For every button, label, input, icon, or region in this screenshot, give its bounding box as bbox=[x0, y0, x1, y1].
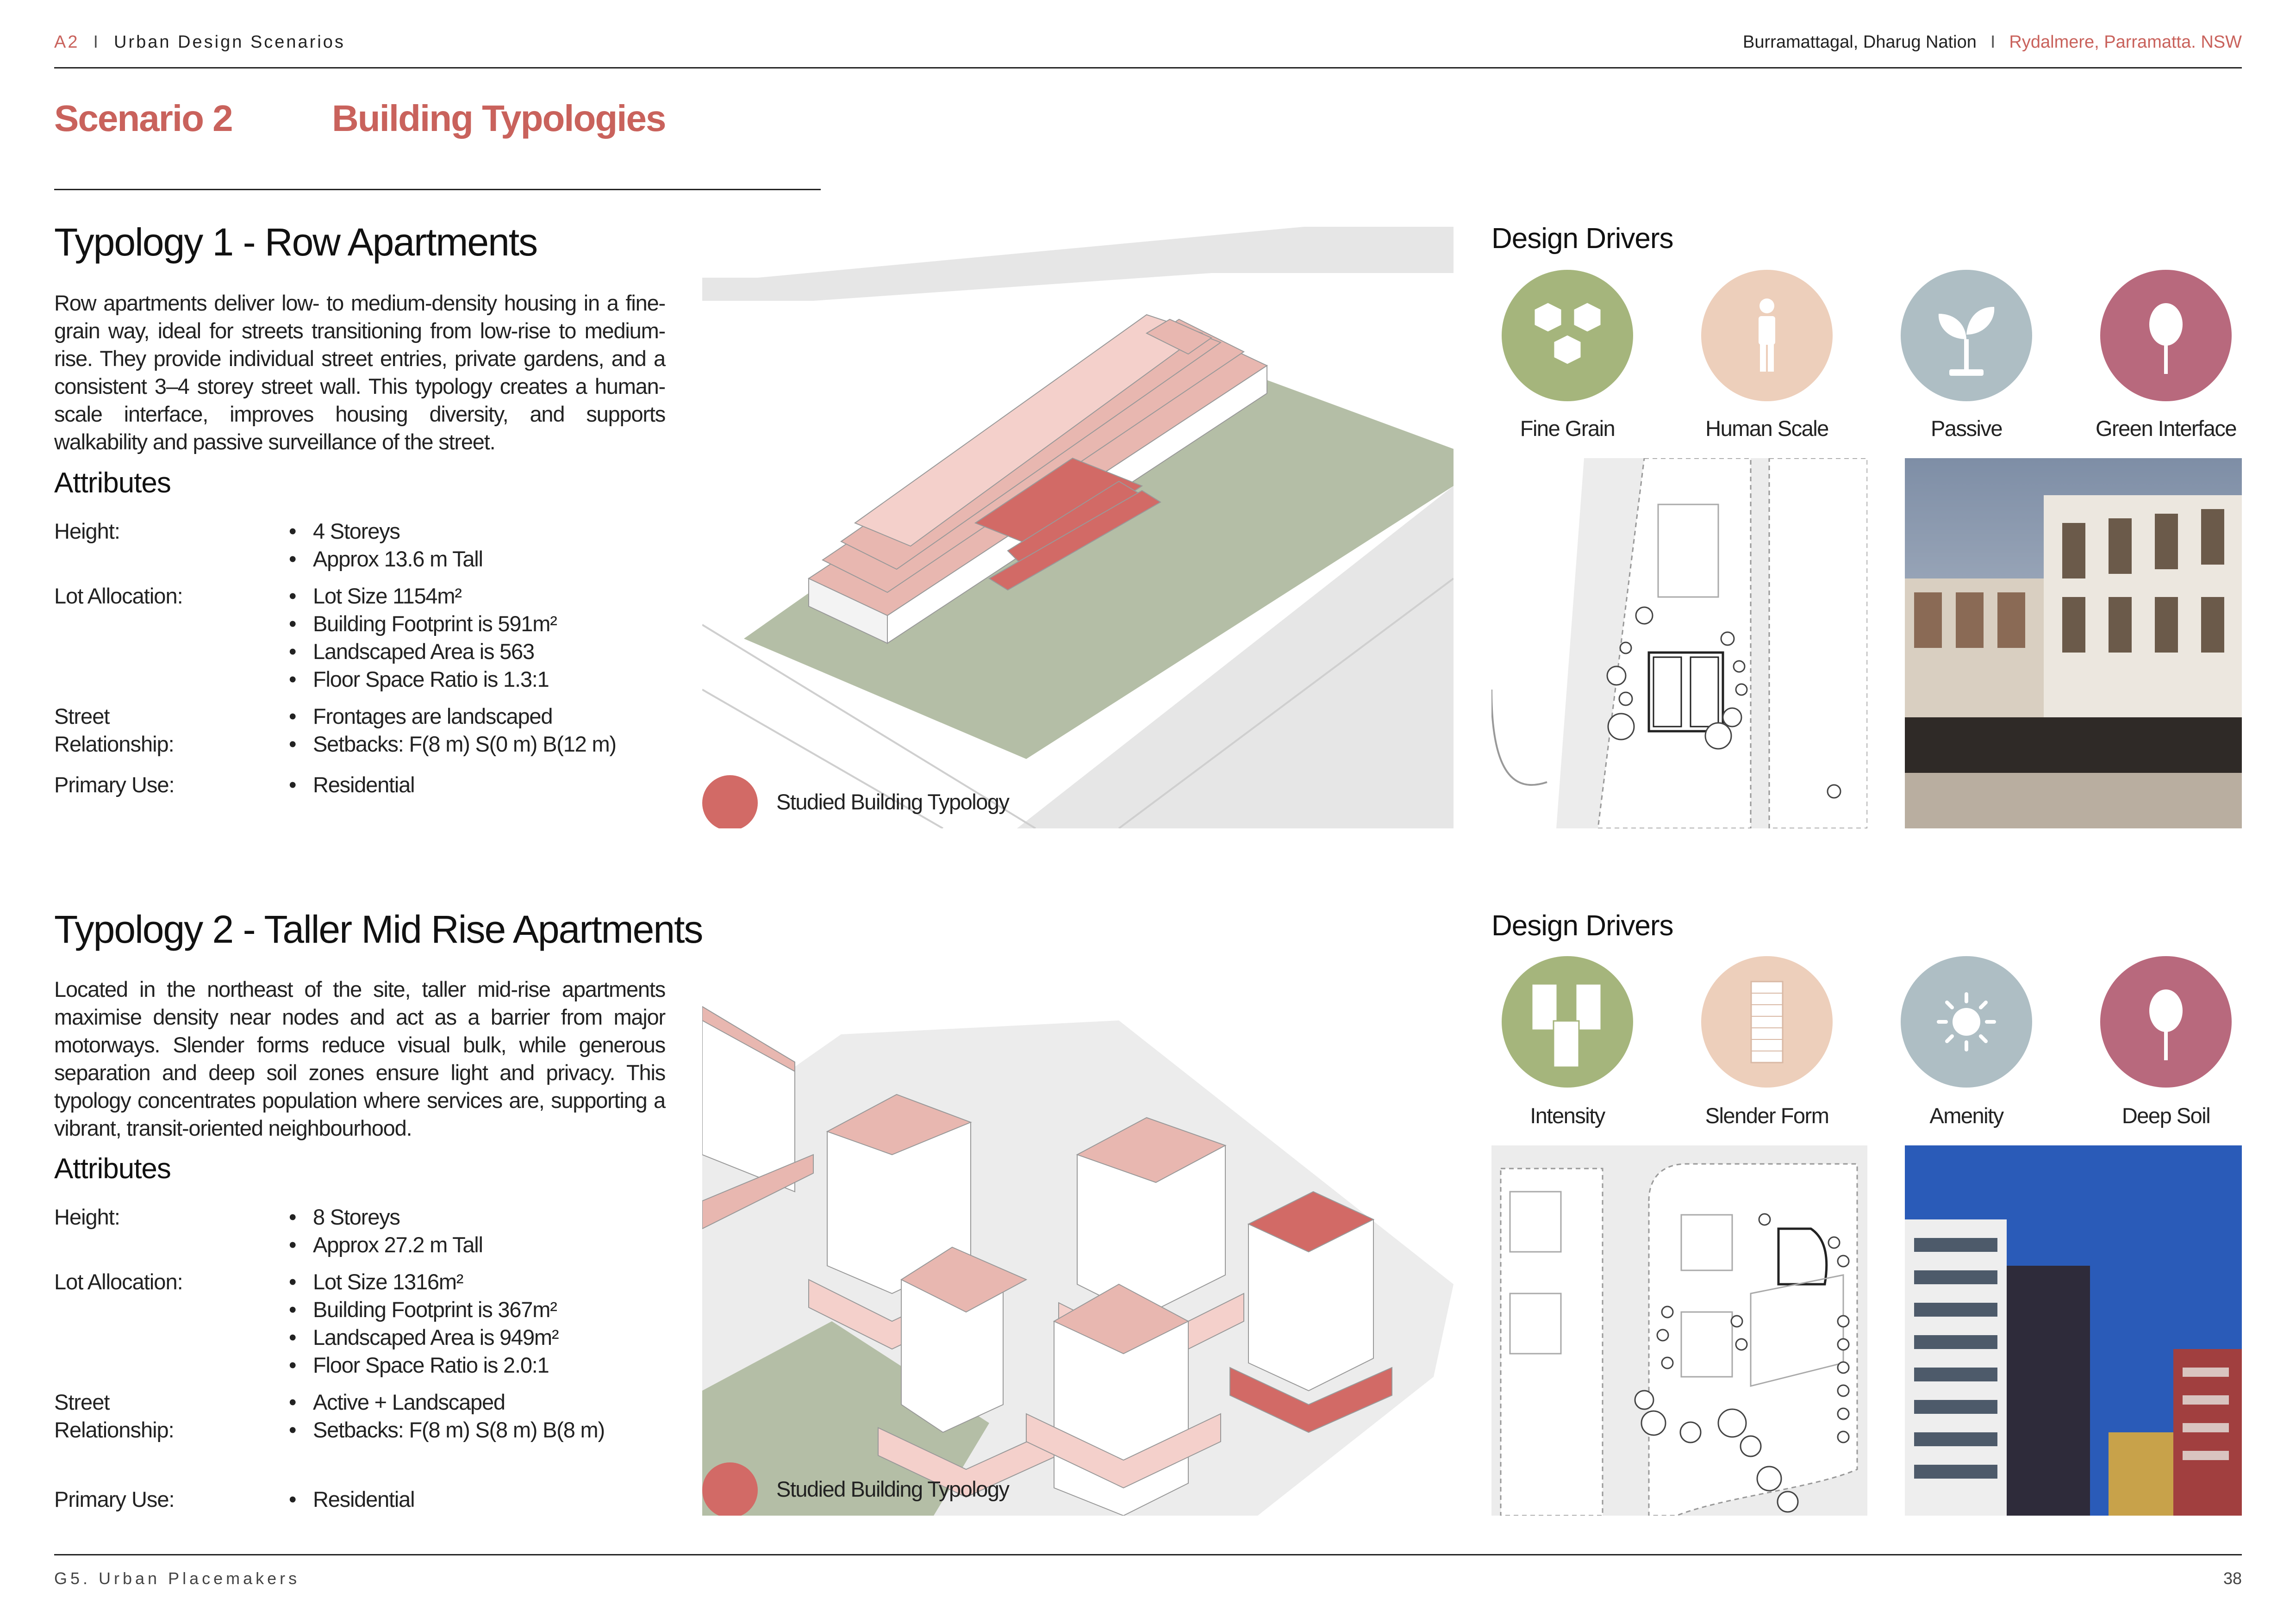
attr-label-height: Height: bbox=[54, 1205, 120, 1229]
typology2-axonometric-drawing bbox=[702, 914, 1454, 1516]
slender-tower-icon bbox=[1701, 956, 1833, 1088]
typology2-legend: Studied Building Typology bbox=[776, 1477, 1009, 1501]
attr-value: • Residential bbox=[289, 1486, 414, 1513]
attr-label-lot: Lot Allocation: bbox=[54, 1269, 183, 1294]
typology2-site-plan-drawing bbox=[1491, 1145, 1867, 1516]
attr-value: • Active + Landscaped bbox=[289, 1388, 605, 1416]
tree-icon bbox=[2100, 270, 2232, 401]
attr-value: • Approx 13.6 m Tall bbox=[289, 545, 483, 573]
section-name: Urban Design Scenarios bbox=[114, 32, 345, 52]
header-divider-2: I bbox=[1990, 32, 1996, 52]
attr-label-lot: Lot Allocation: bbox=[54, 584, 183, 608]
typology2-axonometric bbox=[702, 914, 1454, 1516]
header-divider: I bbox=[93, 32, 100, 52]
driver-label: Intensity bbox=[1530, 1103, 1605, 1128]
mid-rise-apartment-photo bbox=[1905, 1145, 2242, 1516]
location-city: Rydalmere, Parramatta. NSW bbox=[2009, 32, 2242, 52]
attr-value: • Frontages are landscaped bbox=[289, 703, 616, 730]
attr-label-use: Primary Use: bbox=[54, 1487, 175, 1511]
sun-icon bbox=[1901, 956, 2032, 1088]
driver-label: Deep Soil bbox=[2121, 1103, 2210, 1128]
driver-fine-grain bbox=[1502, 270, 1633, 401]
towers-icon bbox=[1502, 956, 1633, 1088]
driver-human-scale bbox=[1701, 270, 1833, 401]
attr-value: • Setbacks: F(8 m) S(8 m) B(8 m) bbox=[289, 1416, 605, 1444]
driver-green-interface bbox=[2100, 270, 2232, 401]
page-header bbox=[54, 29, 2242, 56]
attr-label-street: Street Relationship: bbox=[54, 704, 174, 756]
location-country: Burramattagal, Dharug Nation bbox=[1743, 32, 1977, 52]
driver-label: Amenity bbox=[1929, 1103, 2003, 1128]
footer-firm: G5. Urban Placemakers bbox=[54, 1569, 300, 1588]
driver-deep-soil bbox=[2100, 956, 2232, 1088]
header-rule bbox=[54, 67, 2242, 68]
typology1-site-plan-drawing bbox=[1491, 458, 1867, 828]
attr-values-lot bbox=[289, 1268, 558, 1379]
footer-rule bbox=[54, 1554, 2242, 1555]
attr-value: • 4 Storeys bbox=[289, 517, 483, 545]
page-number: 38 bbox=[2223, 1569, 2242, 1588]
page-code: A2 bbox=[54, 32, 80, 52]
driver-amenity bbox=[1901, 956, 2032, 1088]
typology1-site-plan bbox=[1491, 458, 1867, 828]
typology1-axonometric-drawing bbox=[702, 227, 1454, 828]
attr-values-lot bbox=[289, 582, 557, 693]
scenario-title: Scenario 2 bbox=[54, 98, 232, 139]
driver-label: Passive bbox=[1930, 416, 2003, 441]
attr-value: • Lot Size 1154m² bbox=[289, 582, 557, 610]
sprout-icon bbox=[1901, 270, 2032, 401]
driver-label: Fine Grain bbox=[1520, 416, 1615, 441]
attr-value: • Building Footprint is 591m² bbox=[289, 610, 557, 638]
typology1-attributes-heading: Attributes bbox=[54, 467, 171, 499]
typology1-title: Typology 1 - Row Apartments bbox=[54, 220, 537, 264]
attr-value: • Landscaped Area is 949m² bbox=[289, 1324, 558, 1351]
attr-value: • Landscaped Area is 563 bbox=[289, 638, 557, 665]
attr-label-street: Street Relationship: bbox=[54, 1390, 174, 1442]
row-apartment-photo bbox=[1905, 458, 2242, 828]
driver-label: Human Scale bbox=[1705, 416, 1828, 441]
attr-values-street bbox=[289, 1388, 605, 1444]
attr-value: • Floor Space Ratio is 1.3:1 bbox=[289, 665, 557, 693]
page-subtitle: Building Typologies bbox=[332, 98, 666, 139]
driver-slender-form bbox=[1701, 956, 1833, 1088]
attr-values-use bbox=[289, 771, 414, 799]
attr-value: • Residential bbox=[289, 771, 414, 799]
title-rule bbox=[54, 189, 821, 190]
attr-values-height bbox=[289, 1203, 483, 1259]
driver-passive bbox=[1901, 270, 2032, 401]
attr-label-use: Primary Use: bbox=[54, 772, 175, 797]
typology1-drivers-heading: Design Drivers bbox=[1491, 223, 1673, 255]
typology1-photo bbox=[1905, 458, 2242, 828]
driver-label: Slender Form bbox=[1705, 1103, 1829, 1128]
attr-label-height: Height: bbox=[54, 519, 120, 543]
attr-value: • Setbacks: F(8 m) S(0 m) B(12 m) bbox=[289, 730, 616, 758]
driver-intensity bbox=[1502, 956, 1633, 1088]
attr-values-height bbox=[289, 517, 483, 573]
typology2-description: Located in the northeast of the site, taller mid-rise apartments maximise density near nodes and act as a barrier from major motorways. Slender forms reduce visual bulk, while generous separation and deep soil zones ensure light and privacy. This typology concentrates population where services are, supporting a vibrant, transit-oriented neighbourhood. bbox=[54, 977, 665, 1140]
typology2-drivers-heading: Design Drivers bbox=[1491, 910, 1673, 942]
attr-value: • Floor Space Ratio is 2.0:1 bbox=[289, 1351, 558, 1379]
typology2-attributes-heading: Attributes bbox=[54, 1153, 171, 1185]
attr-values-use bbox=[289, 1486, 414, 1513]
person-icon bbox=[1701, 270, 1833, 401]
attr-value: • Approx 27.2 m Tall bbox=[289, 1231, 483, 1259]
typology1-axonometric bbox=[702, 227, 1454, 828]
typology2-title: Typology 2 - Taller Mid Rise Apartments bbox=[54, 908, 703, 951]
tree-icon bbox=[2100, 956, 2232, 1088]
cubes-icon bbox=[1502, 270, 1633, 401]
driver-label: Green Interface bbox=[2095, 416, 2237, 441]
attr-value: • Building Footprint is 367m² bbox=[289, 1296, 558, 1324]
attr-values-street bbox=[289, 703, 616, 758]
attr-value: • Lot Size 1316m² bbox=[289, 1268, 558, 1296]
typology2-site-plan bbox=[1491, 1145, 1867, 1516]
attr-value: • 8 Storeys bbox=[289, 1203, 483, 1231]
typology1-legend: Studied Building Typology bbox=[776, 790, 1009, 814]
typology2-photo bbox=[1905, 1145, 2242, 1516]
typology1-description: Row apartments deliver low- to medium-density housing in a fine-grain way, ideal for streets transitioning from low-rise to medium-rise. They provide individual street entries, private gardens, and a consistent 3–4 storey street wall. This typology creates a human-scale interface, improves housing diversity, and supports walkability and passive surveillance of the street. bbox=[54, 291, 665, 454]
